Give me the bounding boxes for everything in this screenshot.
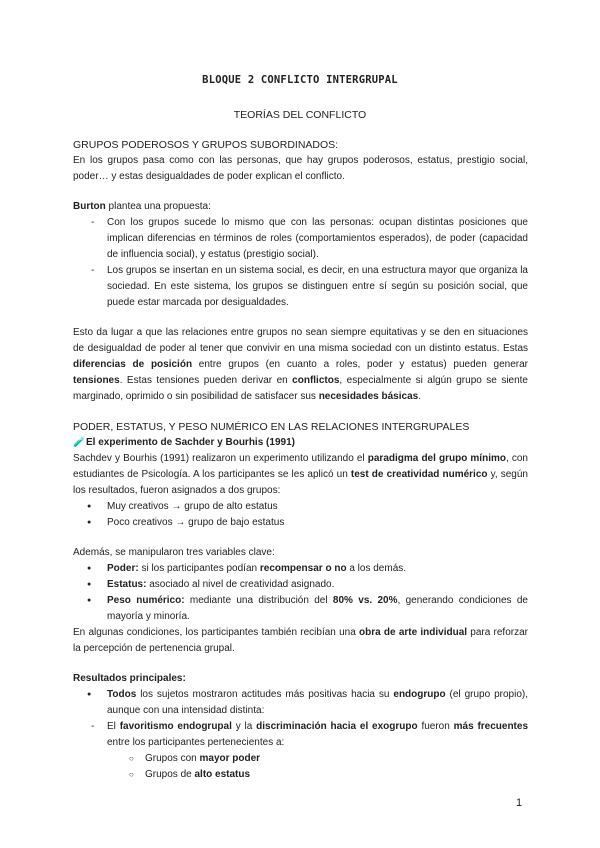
paragraph-variables: Además, se manipularon tres variables clave: [73,547,275,558]
list-item: - El favoritismo endogrupal y la discriminación hacia el exogrupo fueron más frecuentes entre los participantes pertenecientes a: [73,719,528,751]
experiment-heading: 🧪El experimento de Sachder y Bourhis (1991) [73,435,528,451]
list-item: ● Peso numérico: mediante una distribución del 80% vs. 20%, generando condiciones de mayoría y minoría. [73,593,528,625]
list-item: ● Poder: si los participantes podían recompensar o no a los demás. [73,561,528,577]
list-item: ● Muy creativos → grupo de alto estatus [73,499,528,515]
paragraph-art: En algunas condiciones, los participantes también recibían una obra de arte individual para reforzar la percepción de pertenencia grupal. [73,627,528,654]
paragraph-burton: Burton plantea una propuesta: [73,201,211,212]
paragraph-desigualdad: Esto da lugar a que las relaciones entre grupos no sean siempre equitativas y se den en situaciones de desigualdad de poder al tener que convivir en una misma sociedad con un distinto estatus. Estas diferencias de posición entre grupos (en cuanto a roles, poder y estatus) pueden generar tensiones. Estas tensiones pueden derivar en conflictos, especialmente si algún grupo se siente marginado, oprimido o sin posibilidad de satisfacer sus necesidades básicas. [73,327,528,402]
burton-name: Burton [73,201,106,212]
list-item: ● Estatus: asociado al nivel de creatividad asignado. [73,577,528,593]
test-tube-icon: 🧪 [73,437,86,448]
results-heading: Resultados principales: [73,673,186,684]
list-item: ● Poco creativos → grupo de bajo estatus [73,515,528,531]
list-item: ○ Grupos de alto estatus [73,767,528,783]
section-heading-poder: PODER, ESTATUS, Y PESO NUMÉRICO EN LAS RELACIONES INTERGRUPALES [73,421,470,433]
section-heading-grupos: GRUPOS PODEROSOS Y GRUPOS SUBORDINADOS: [73,139,339,151]
page-number: 1 [516,797,523,809]
document-subtitle: TEORÍAS DEL CONFLICTO [233,109,367,121]
document-title: BLOQUE 2 CONFLICTO INTERGRUPAL [202,74,398,86]
paragraph-experiment: Sachdev y Bourhis (1991) realizaron un experimento utilizando el paradigma del grupo mínimo, con estudiantes de Psicología. A los participantes se les aplicó un test de creatividad numérico y, según los resultados, fueron asignados a dos grupos: [73,453,528,496]
list-item: ○ Grupos con mayor poder [73,751,528,767]
document-body [73,137,528,783]
list-item: - Con los grupos sucede lo mismo que con las personas: ocupan distintas posiciones que implican diferencias en términos de roles (comportamientos esperados), de poder (capacidad de influencia social), y estatus (prestigio social). [73,215,528,263]
paragraph-intro: En los grupos pasa como con las personas, que hay grupos poderosos, estatus, prestigio social, poder… y estas desigualdades de poder explican el conflicto. [73,155,528,182]
list-item: ● Todos los sujetos mostraron actitudes más positivas hacia su endogrupo (el grupo propio), aunque con una intensidad distinta: [73,687,528,719]
list-item: - Los grupos se insertan en un sistema social, es decir, en una estructura mayor que organiza la sociedad. En este sistema, los grupos se distinguen entre sí según su posición social, que puede estar marcada por desigualdades. [73,263,528,311]
